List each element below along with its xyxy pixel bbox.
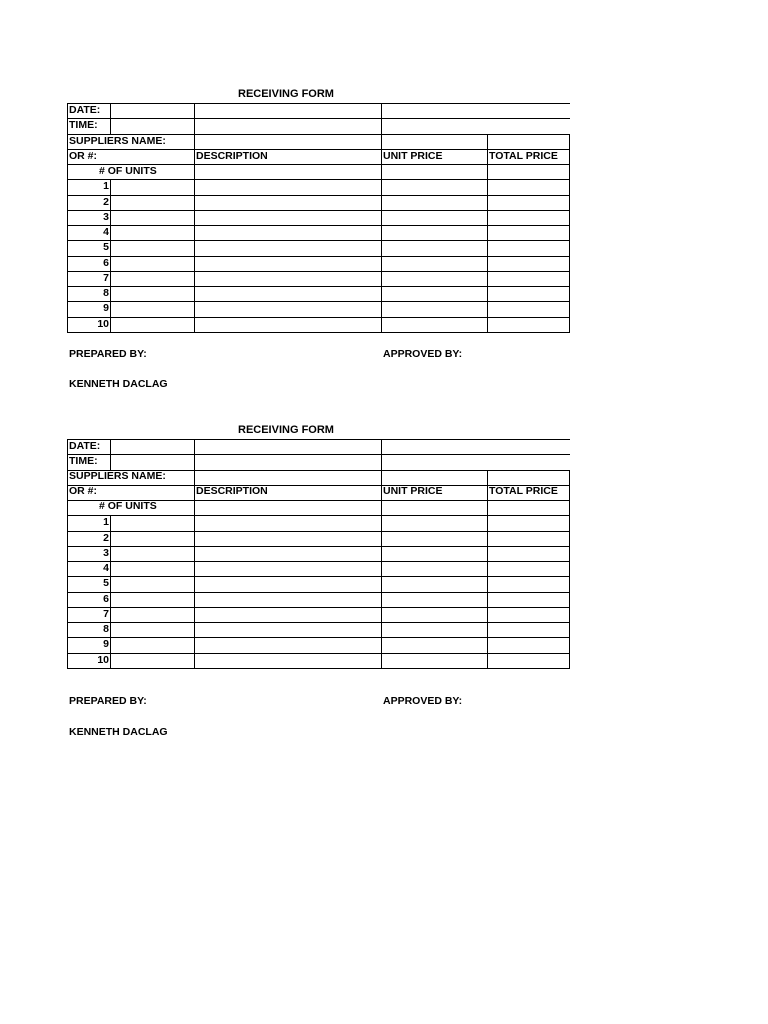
row-number: 5 <box>103 241 109 253</box>
row-number: 7 <box>103 272 109 284</box>
row-number: 10 <box>97 654 109 666</box>
row-number: 6 <box>103 257 109 269</box>
grid-line <box>110 515 111 669</box>
total-price-header: TOTAL PRICE <box>489 485 558 497</box>
grid-line <box>194 134 570 135</box>
grid-line <box>67 546 570 547</box>
grid-line <box>67 179 570 180</box>
supplier-label: SUPPLIERS NAME: <box>69 135 166 147</box>
description-header: DESCRIPTION <box>196 150 268 162</box>
form-title: RECEIVING FORM <box>238 88 334 100</box>
row-number: 2 <box>103 196 109 208</box>
grid-line <box>381 439 382 669</box>
prepared-by-name: KENNETH DACLAG <box>69 378 168 390</box>
or-label: OR #: <box>69 485 98 497</box>
grid-line <box>110 103 111 134</box>
grid-line <box>487 470 488 669</box>
grid-line <box>487 134 488 333</box>
grid-line <box>67 454 570 455</box>
row-number: 8 <box>103 623 109 635</box>
units-label: # OF UNITS <box>99 165 157 177</box>
grid-line <box>194 470 570 471</box>
grid-line <box>67 256 570 257</box>
grid-line <box>67 531 570 532</box>
grid-line <box>67 240 570 241</box>
row-number: 4 <box>103 226 109 238</box>
grid-line <box>67 592 570 593</box>
grid-line <box>67 225 570 226</box>
row-number: 1 <box>103 516 109 528</box>
grid-line <box>67 653 570 654</box>
total-price-header: TOTAL PRICE <box>489 150 558 162</box>
grid-line <box>110 179 111 333</box>
grid-line <box>67 118 570 119</box>
row-number: 9 <box>103 638 109 650</box>
prepared-by-label: PREPARED BY: <box>69 695 147 707</box>
row-number: 10 <box>97 318 109 330</box>
form-title: RECEIVING FORM <box>238 424 334 436</box>
or-label: OR #: <box>69 150 98 162</box>
grid-line <box>67 439 570 440</box>
row-number: 7 <box>103 608 109 620</box>
row-number: 8 <box>103 287 109 299</box>
grid-line <box>67 271 570 272</box>
grid-line <box>67 607 570 608</box>
grid-line <box>67 286 570 287</box>
prepared-by-name: KENNETH DACLAG <box>69 726 168 738</box>
time-label: TIME: <box>69 119 98 131</box>
row-number: 3 <box>103 547 109 559</box>
grid-line <box>67 103 570 104</box>
date-label: DATE: <box>69 440 101 452</box>
date-label: DATE: <box>69 104 101 116</box>
supplier-label: SUPPLIERS NAME: <box>69 470 166 482</box>
grid-line <box>67 515 570 516</box>
grid-line <box>569 134 570 333</box>
unit-price-header: UNIT PRICE <box>383 150 443 162</box>
row-number: 3 <box>103 211 109 223</box>
grid-line <box>67 576 570 577</box>
grid-line <box>67 301 570 302</box>
grid-line <box>381 103 382 333</box>
row-number: 2 <box>103 532 109 544</box>
time-label: TIME: <box>69 455 98 467</box>
grid-line <box>110 439 111 470</box>
row-number: 1 <box>103 180 109 192</box>
approved-by-label: APPROVED BY: <box>383 348 463 360</box>
units-label: # OF UNITS <box>99 500 157 512</box>
grid-line <box>67 668 570 669</box>
grid-line <box>67 195 570 196</box>
row-number: 6 <box>103 593 109 605</box>
unit-price-header: UNIT PRICE <box>383 485 443 497</box>
row-number: 5 <box>103 577 109 589</box>
grid-line <box>569 470 570 669</box>
description-header: DESCRIPTION <box>196 485 268 497</box>
grid-line <box>67 561 570 562</box>
grid-line <box>67 210 570 211</box>
grid-line <box>67 317 570 318</box>
grid-line <box>194 439 195 669</box>
grid-line <box>67 637 570 638</box>
prepared-by-label: PREPARED BY: <box>69 348 147 360</box>
row-number: 9 <box>103 302 109 314</box>
grid-line <box>194 103 195 333</box>
grid-line <box>67 622 570 623</box>
approved-by-label: APPROVED BY: <box>383 695 463 707</box>
grid-line <box>67 332 570 333</box>
row-number: 4 <box>103 562 109 574</box>
